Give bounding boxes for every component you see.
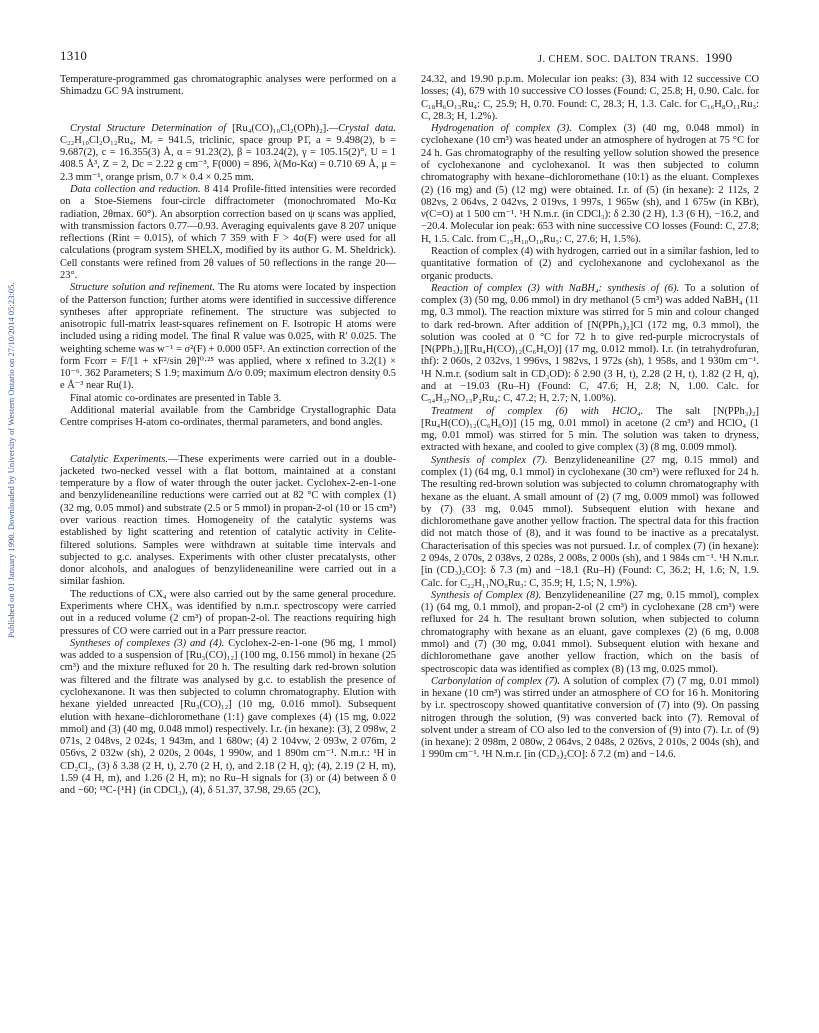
paragraph-hydrogenation: [421, 123, 759, 246]
paragraph-additional-material: Additional material available from the Cambridge Crystallographic Data Centre comprises H-atom co-ordinates, thermal parameters, and bond angles.: [60, 405, 396, 429]
subheading: —Crystal data.: [328, 122, 396, 134]
paragraph-reaction-4: Reaction of complex (4) with hydrogen, carried out in a similar fashion, led to quantitative formation of (2) and cyclohexanone and cyclohexanol as the organic products.: [421, 245, 759, 282]
paragraph-text: Complex (3) (40 mg, 0.048 mmol) in cyclohexane (10 cm³) was heated under an atmosphere of hydrogen at 75 °C for 24 h. Gas chromatography of the resulting yellow solution showed the presence of cyclohexanone and cyclohexanol. It was then subjected to column chromatography with hexane–dichloromethane (10:1) as the eluant. Complexes (2) (16 mg) and (5) (12 mg) were obtained. I.r. of (5) (in hexane): 2 112s, 2 082vs, 2 064vs, 2 042vs, 2 019vs, 1 997s, 1 965w (sh), and 1 675w (in KBr), ν(C=O) at 1 500 cm⁻¹. ¹H N.m.r. (in CDCl₃): δ 2.30 (2 H), 1.3 (6 H), −16.2, and −20.4. Molecular ion peak: 653 with nine successive CO losses (Found: C, 27.8; H, 1.5. Calc. from C₁₅H₁₀O₁₀Ru₃: C, 27.6; H, 1.5%).: [421, 123, 760, 245]
subheading: Carbonylation of complex (7).: [431, 675, 561, 687]
paragraph-refinement: [60, 282, 396, 393]
subheading: Structure solution and refinement.: [70, 282, 215, 294]
paragraph-carbonylation: [421, 676, 759, 762]
paragraph-crystal-structure: [60, 123, 396, 184]
journal-year: 1990: [705, 50, 733, 65]
paragraph-text: A solution of complex (7) (7 mg, 0.01 mmol) in hexane (10 cm³) was stirred under an atmosphere of CO for 16 h. Monitoring by i.r. spectroscopy showed quantitative conversion of (7) into (9). On passing nitrogen through the solution, (9) was converted back into (7). Removal of solvent under a stream of CO also led to the conversion of (9) into (7). I.r. of (9) (in hexane): 2 098m, 2 080w, 2 064vs, 2 048s, 2 026vs, 2 010s, 2 004s (sh), and 1 990m cm⁻¹. ¹H N.m.r. [in (CD₃)₂CO]: δ 7.2 (m) and −14.6.: [421, 675, 759, 761]
paragraph-text: Cyclohex-2-en-1-one (96 mg, 1 mmol) was added to a suspension of [Ru₃(CO)₁₂] (100 mg, 0.156 mmol) in hexane (25 cm³) and the mixture refluxed for 20 h. The resulting dark red-brown solution was filtered and the filtrate was analysed by g.c. to establish the presence of cyclohexanone. It was then subjected to column chromatography. Elution with hexane yielded unreacted [Ru₃(CO)₁₂] (10 mg, 0.016 mmol). Subsequent elution with hexane–dichloromethane (1:1) gave complexes (4) (15 mg, 0.022 mmol) and (3) (40 mg, 0.048 mmol) respectively. I.r. (in hexane): (3), 2 098w, 2 071s, 2 048vs, 2 024s, 1 943m, and 1 680w; (4) 2 104vw, 2 093w, 2 076m, 2 056vs, 2 032w (sh), 2 020s, 2 004s, 1 990w, and 1 890m cm⁻¹. N.m.r.: ¹H in CD₂Cl₂, (3) δ 3.38 (2 H, t), 2.70 (2 H, t), and 2.18 (2 H, q); (4), 2.19 (2 H, m), 1.59 (4 H, m), and 1.26 (2 H, m); no Ru–H signals for (3) or (4) between δ 0 and −60; ¹³C-{¹H} (in CDCl₃), (4), δ 51.37, 37.98, 29.65 (2C),: [60, 637, 396, 797]
paragraph-text: —These experiments were carried out in a double-jacketed two-necked vessel with a flat bottom, maintained at a constant temperature by a flow of water through the outer jacket. Cyclohex-2-en-1-one and benzylideneaniline reductions were carried out at 82 °C with complex (1) (32 mg, 0.05 mmol) and substrate (2.5 or 5 mmol) in propan-2-ol (10 or 15 cm³) over various reaction times. Homogeneity of the catalytic systems was established by light scattering and retention of catalytic activity in Celite-filtered solutions. Samples were withdrawn at suitable time intervals and subjected to g.c. analyses. Experiments with other cluster precatalysts, other donor alcohols, and analogues of benzylideneaniline were carried out in a similar fashion.: [60, 453, 396, 588]
paragraph-data-collection: [60, 184, 396, 282]
paragraph-gc: Temperature-programmed gas chromatographic analyses were performed on a Shimadzu GC 9A instrument.: [60, 74, 396, 98]
paragraph-coordinates: Final atomic co-ordinates are presented in Table 3.: [70, 392, 282, 404]
paragraph-nabh4: [421, 283, 759, 406]
download-watermark: Published on 01 January 1990. Downloaded by University of Western Ontario on 27/10/2014 05:23:05.: [6, 282, 16, 638]
subheading: Treatment of complex (6) with HClO₄.: [431, 405, 644, 417]
paragraph-catalytic: [60, 454, 396, 589]
paragraph-text: Benzylideneaniline (27 mg, 0.15 mmol), complex (1) (64 mg, 0.1 mmol), and propan-2-ol (2 cm³) in cyclohexane (28 cm³) were refluxed for 24 h. The resultant brown solution, when subjected to column chromatography with hexane as an eluant, gave complexes (2) (6 mg, 0.008 mmol) and (7) (30 mg, 0.041 mmol). Subsequent elution with hexane and dichloromethane gave another yellow fraction, which on the basis of spectroscopic data was identified as complex (8) (13 mg, 0.025 mmol).: [421, 589, 759, 675]
formula: [Ru₄(CO)₁₀Cl₂(OPh)₂].: [232, 122, 329, 134]
subheading: Synthesis of complex (7).: [431, 454, 548, 466]
page-number: 1310: [60, 48, 88, 63]
paragraph-continued: 24.32, and 19.90 p.p.m. Molecular ion peaks: (3), 834 with 12 successive CO losses; (4), 679 with 10 successive CO losses (Found: C, 25.8; H, 0.90. Calc. for C₁₈H₆O₁₃Ru₄: C, 25.9; H, 0.70. Found: C, 28.3; H, 1.3. Calc. for C₁₆H₈O₁₁Ru₃: C, 28.3; H, 1.2%).: [421, 74, 759, 122]
subheading: Reaction of complex (3) with NaBH₄: synthesis of (6).: [431, 282, 680, 294]
paragraph-syntheses: [60, 638, 396, 798]
paragraph-complex-8: [421, 590, 759, 676]
section-heading: Catalytic Experiments.: [70, 453, 168, 465]
paragraph-text: To a solution of complex (3) (50 mg, 0.06 mmol) in dry methanol (5 cm³) was added NaBH₄ (11 mg, 0.3 mmol). The reaction mixture was stirred for 5 min and colour changed to dark red-brown. After addition of [N(PPh₃)₂]Cl (172 mg, 0.3 mmol), the solution was cooled at 0 °C for 72 h to give red-purple microcrystals of [N(PPh₃)₂][Ru₄H(CO)₁₂(C₆H₆O)] (17 mg, 0.012 mmol). I.r. (in tetrahydrofuran, thf): 2 060s, 2 032vs, 1 996vs, 1 982vs, 1 972s (sh), 1 958s, and 1 930m cm⁻¹. ¹H N.m.r. (sodium salt in CD₃OD): δ 2.90 (3 H, t), 2.28 (2 H, t), 1.82 (2 H, q), and at −19.03 (Ru–H) (Found: C, 47.6; H, 2.8; N, 1.00. Calc. for C₅₄H₃₇NO₁₃P₂Ru₄: C, 47.2; H, 2.7; N, 1.00%).: [421, 282, 759, 405]
subheading: Hydrogenation of complex (3).: [431, 123, 572, 135]
subheading: Syntheses of complexes (3) and (4).: [70, 637, 225, 649]
paragraph-text: The salt [N(PPh₃)₂][Ru₄H(CO)₁₂(C₆H₆O)] (15 mg, 0.01 mmol) in acetone (2 cm³) and HClO₄ (1 mg, 0.01 mmol) was stirred for 5 min. The solution was taken to dryness, extracted with hexane, and cooled to give complex (3) (8 mg, 0.009 mmol).: [421, 405, 759, 454]
journal-header: [538, 50, 732, 66]
paragraph-text: The Ru atoms were located by inspection of the Patterson function; further atoms were identified in successive difference syntheses after appropriate refinement. The structure was subjected to anisotropic full-matrix least-squares refinement on F. Isotropic H atoms were included using a riding model. The final R value was 0.025, with R′ 0.025. The weighting scheme was w⁻¹ = σ²(F) + 0.000 05F². An extinction correction of the form Fcorr = F/[1 + xF²/sin 2θ]⁰·²⁵ was applied, where x refined to 3.2(1) × 10⁻⁶. 362 Parameters; S 1.9; maximum Δ/σ 0.09; maximum electron density 0.5 e Å⁻³ near Ru(1).: [60, 282, 397, 392]
crystal-data-text: C₂₂H₁₀Cl₂O₁₂Ru₄, Mᵣ = 941.5, triclinic, space group P1̄, a = 9.498(2), b = 9.687(2), c = 16.355(3) Å, α = 91.23(2), β = 103.24(2), γ = 105.15(2)°, U = 1 408.5 Å³, Z = 2, Dc = 2.22 g cm⁻³, F(000) = 896, λ(Mo-Kα) = 0.710 69 Å, μ = 2.3 mm⁻¹, orange prism, 0.7 × 0.4 × 0.25 mm.: [60, 134, 396, 183]
journal-name: J. CHEM. SOC. DALTON TRANS.: [538, 54, 700, 65]
paragraph-cx4: The reductions of CX₄ were also carried out by the same general procedure. Experiments where CHX₃ was identified by n.m.r. spectroscopy were carried out in a reduced volume (2 cm³) of propan-2-ol. The reactions requiring high pressures of CO were carried out in a Parr pressure reactor.: [60, 588, 396, 637]
section-heading: Crystal Structure Determination of: [70, 122, 227, 134]
subheading: Synthesis of Complex (8).: [431, 589, 542, 601]
paragraph-complex-7: [421, 455, 759, 590]
paragraph-text: 8 414 Profile-fitted intensities were recorded on a Stoe-Siemens four-circle diffractometer (monochromated Mo-Kα radiation, 2θmax. 60°). An absorption correction based on ψ scans was applied, with transmission factors 0.77—0.93. Averaging equivalents gave 8 207 unique reflections (Rint = 0.015), of which 7 359 with F > 4σ(F) were used for all calculations (program system SHELX, modified by its author G. M. Sheldrick). Cell constants were refined from 2θ values of 50 reflections in the range 20—23°.: [60, 183, 396, 281]
paragraph-text: Benzylideneaniline (27 mg, 0.15 mmol) and complex (1) (64 mg, 0.1 mmol) in cyclohexane (30 cm³) were refluxed for 24 h. The resulting red-brown solution was subjected to column chromatography with hexane as the eluant. A small amount of (2) (7 mg, 0.009 mmol) was followed by (7) (33 mg, 0.045 mmol). Subsequent elution with hexane and dichloromethane gave another yellow fraction. The spectral data for this fraction did not match those of (8), and it was found to be inactive as a precatalyst. Characterisation of this species was not pursued. I.r. of complex (7) (in hexane): 2 094s, 2 070s, 2 038vs, 2 028s, 2 008s, 2 000s (sh), and 1 984s cm⁻¹. ¹H N.m.r. [in (CD₃)₂CO]: δ 7.3 (m) and −18.1 (Ru–H) (Found: C, 36.2; H, 1.6; N, 1.9. Calc. for C₂₂H₁₁NO₉Ru₃: C, 35.9; H, 1.5; N, 1.9%).: [421, 454, 759, 589]
paragraph-hclo4: [421, 406, 759, 455]
right-column: [421, 74, 759, 762]
subheading: Data collection and reduction.: [70, 183, 201, 195]
left-column: [60, 74, 396, 797]
